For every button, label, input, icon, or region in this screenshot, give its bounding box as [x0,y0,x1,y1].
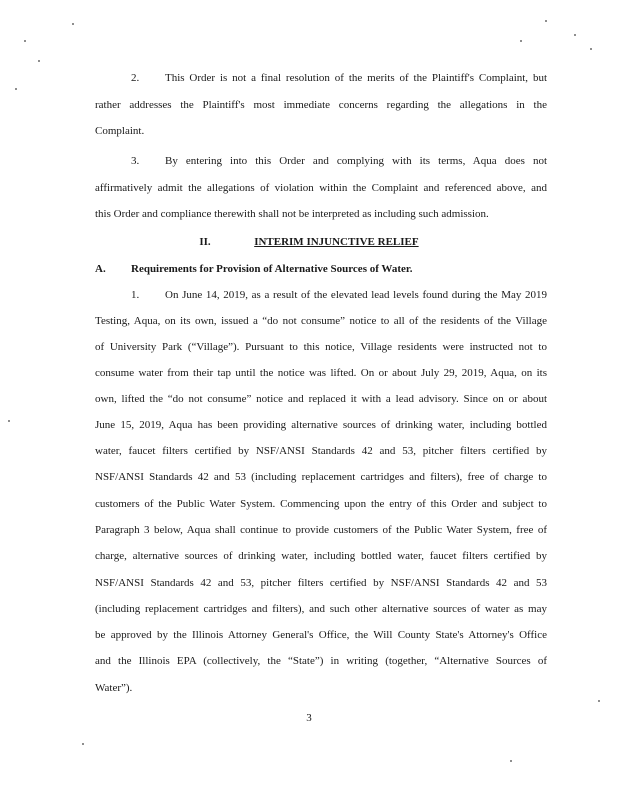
paragraph-1-line: own, lifted the “do not consume” notice and replaced it with a lead advisory. Since on or about [95,393,547,405]
scan-speck [15,88,17,90]
scan-speck [598,700,600,702]
scan-speck [545,20,547,22]
scan-speck [24,40,26,42]
paragraph-1-line: of University Park (“Village”). Pursuant to this notice, Village residents were instructed not to [95,341,547,353]
scan-speck [574,34,576,36]
paragraph-1-line: water, faucet filters certified by NSF/ANSI Standards 42 and 53, pitcher filters certified by [95,445,547,457]
paragraph-1-line: June 15, 2019, Aqua has been providing alternative sources of drinking water, including bottled [95,419,547,431]
paragraph-1-line: (including replacement cartridges and filters), and such other alternative sources of water as may [95,603,547,615]
page-number: 3 [306,712,312,724]
scan-speck [590,48,592,50]
paragraph-1-line: Water”). [95,682,133,694]
paragraph-1-line: and the Illinois EPA (collectively, the “State”) in writing (together, “Alternative Sources of [95,655,547,667]
paragraph-2-line: Complaint. [95,125,145,137]
section-heading [0,236,618,249]
paragraph-1-line: consume water from their tap until the notice was lifted. On or about July 29, 2019, Aqua, on its [95,367,547,379]
scan-speck [72,23,74,25]
paragraph-2-number: 2. [131,72,140,84]
section-number: II. [199,236,211,248]
paragraph-1-number: 1. [131,289,140,301]
paragraph-3-line: this Order and compliance therewith shall not be interpreted as including such admission. [95,208,489,220]
scan-speck [82,743,84,745]
scan-speck [8,420,10,422]
paragraph-1-line: NSF/ANSI Standards 42 and 53, pitcher filters certified by NSF/ANSI Standards 42 and 53 [95,577,547,589]
paragraph-1-line: NSF/ANSI Standards 42 and 53 (including replacement cartridges and filters), free of charge to [95,471,547,483]
paragraph-1-line: Testing, Aqua, on its own, issued a “do not consume” notice to all of the residents of the Village [95,315,547,327]
subsection-title: Requirements for Provision of Alternative Sources of Water. [131,263,413,275]
paragraph-1-line: Paragraph 3 below, Aqua shall continue to provide customers of the Public Water System, free of [95,524,547,536]
paragraph-3-line: By entering into this Order and complying with its terms, Aqua does not [165,155,547,167]
scan-speck [520,40,522,42]
paragraph-3-number: 3. [131,155,140,167]
paragraph-1-line: On June 14, 2019, as a result of the elevated lead levels found during the May 2019 [165,289,547,301]
section-title: INTERIM INJUNCTIVE RELIEF [254,236,419,248]
paragraph-3-line: affirmatively admit the allegations of violation within the Complaint and referenced above, and [95,182,547,194]
paragraph-1-line: be approved by the Illinois Attorney General's Office, the Will County State's Attorney's Office [95,629,547,641]
paragraph-1-line: customers of the Public Water System. Commencing upon the entry of this Order and subject to [95,498,547,510]
paragraph-1-line: charge, alternative sources of drinking water, including bottled water, faucet filters certified by [95,550,547,562]
paragraph-2-line: This Order is not a final resolution of the merits of the Plaintiff's Complaint, but [165,72,547,84]
paragraph-2-line: rather addresses the Plaintiff's most immediate concerns regarding the allegations in the [95,99,547,111]
subsection-letter: A. [95,263,106,275]
scan-speck [510,760,512,762]
scan-speck [38,60,40,62]
